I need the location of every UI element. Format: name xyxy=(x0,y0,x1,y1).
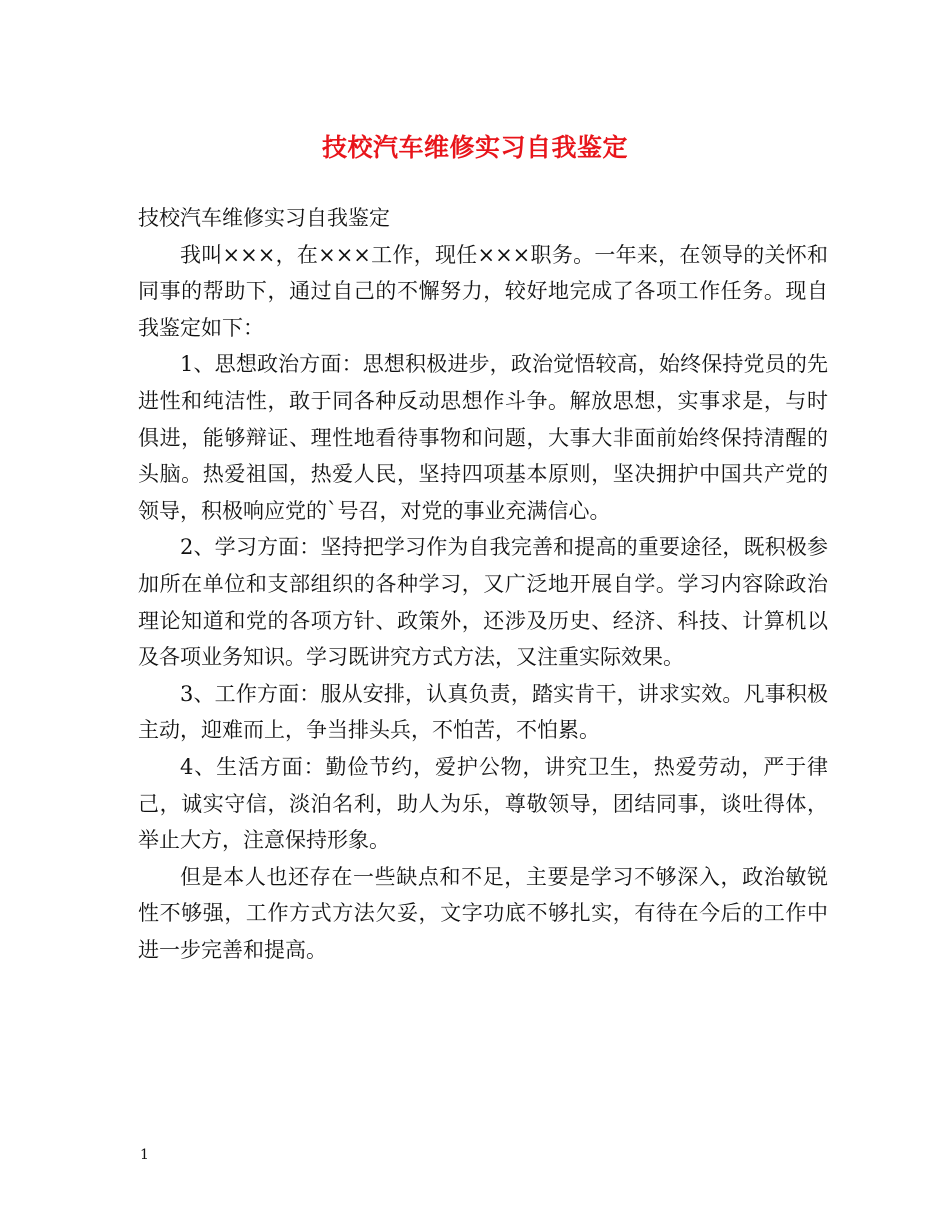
paragraph-study: 2、学习方面：坚持把学习作为自我完善和提高的重要途径，既积极参加所在单位和支部组织的各种学习，又广泛地开展自学。学习内容除政治理论知道和党的各项方针、政策外，还涉及历史、经济、科技、计算机以及各项业务知识。学习既讲究方式方法，又注重实际效果。 xyxy=(138,535,828,670)
paragraph-work: 3、工作方面：服从安排，认真负责，踏实肯干，讲求实效。凡事积极主动，迎难而上，争当排头兵，不怕苦，不怕累。 xyxy=(138,681,828,743)
paragraph-shortcomings: 但是本人也还存在一些缺点和不足，主要是学习不够深入，政治敏锐性不够强，工作方式方法欠妥，文字功底不够扎实，有待在今后的工作中进一步完善和提高。 xyxy=(138,864,828,962)
paragraph-intro: 我叫×××，在×××工作，现任×××职务。一年来，在领导的关怀和同事的帮助下，通过自己的不懈努力，较好地完成了各项工作任务。现自我鉴定如下： xyxy=(138,242,828,340)
document-title: 技校汽车维修实习自我鉴定 xyxy=(321,133,628,162)
document-subtitle: 技校汽车维修实习自我鉴定 xyxy=(138,206,390,230)
paragraph-life: 4、生活方面：勤俭节约，爱护公物，讲究卫生，热爱劳动，严于律己，诚实守信，淡泊名利，助人为乐，尊敬领导，团结同事，谈吐得体，举止大方，注意保持形象。 xyxy=(138,754,828,853)
paragraph-political: 1、思想政治方面：思想积极进步，政治觉悟较高，始终保持党员的先进性和纯洁性，敢于同各种反动思想作斗争。解放思想，实事求是，与时俱进，能够辩证、理性地看待事物和问题，大事大非面前始终保持清醒的头脑。热爱祖国，热爱人民，坚持四项基本原则，坚决拥护中国共产党的领导，积极响应党的`号召，对党的事业充满信心。 xyxy=(138,352,828,523)
document-body xyxy=(138,200,828,968)
page-number: 1 xyxy=(140,1147,149,1163)
